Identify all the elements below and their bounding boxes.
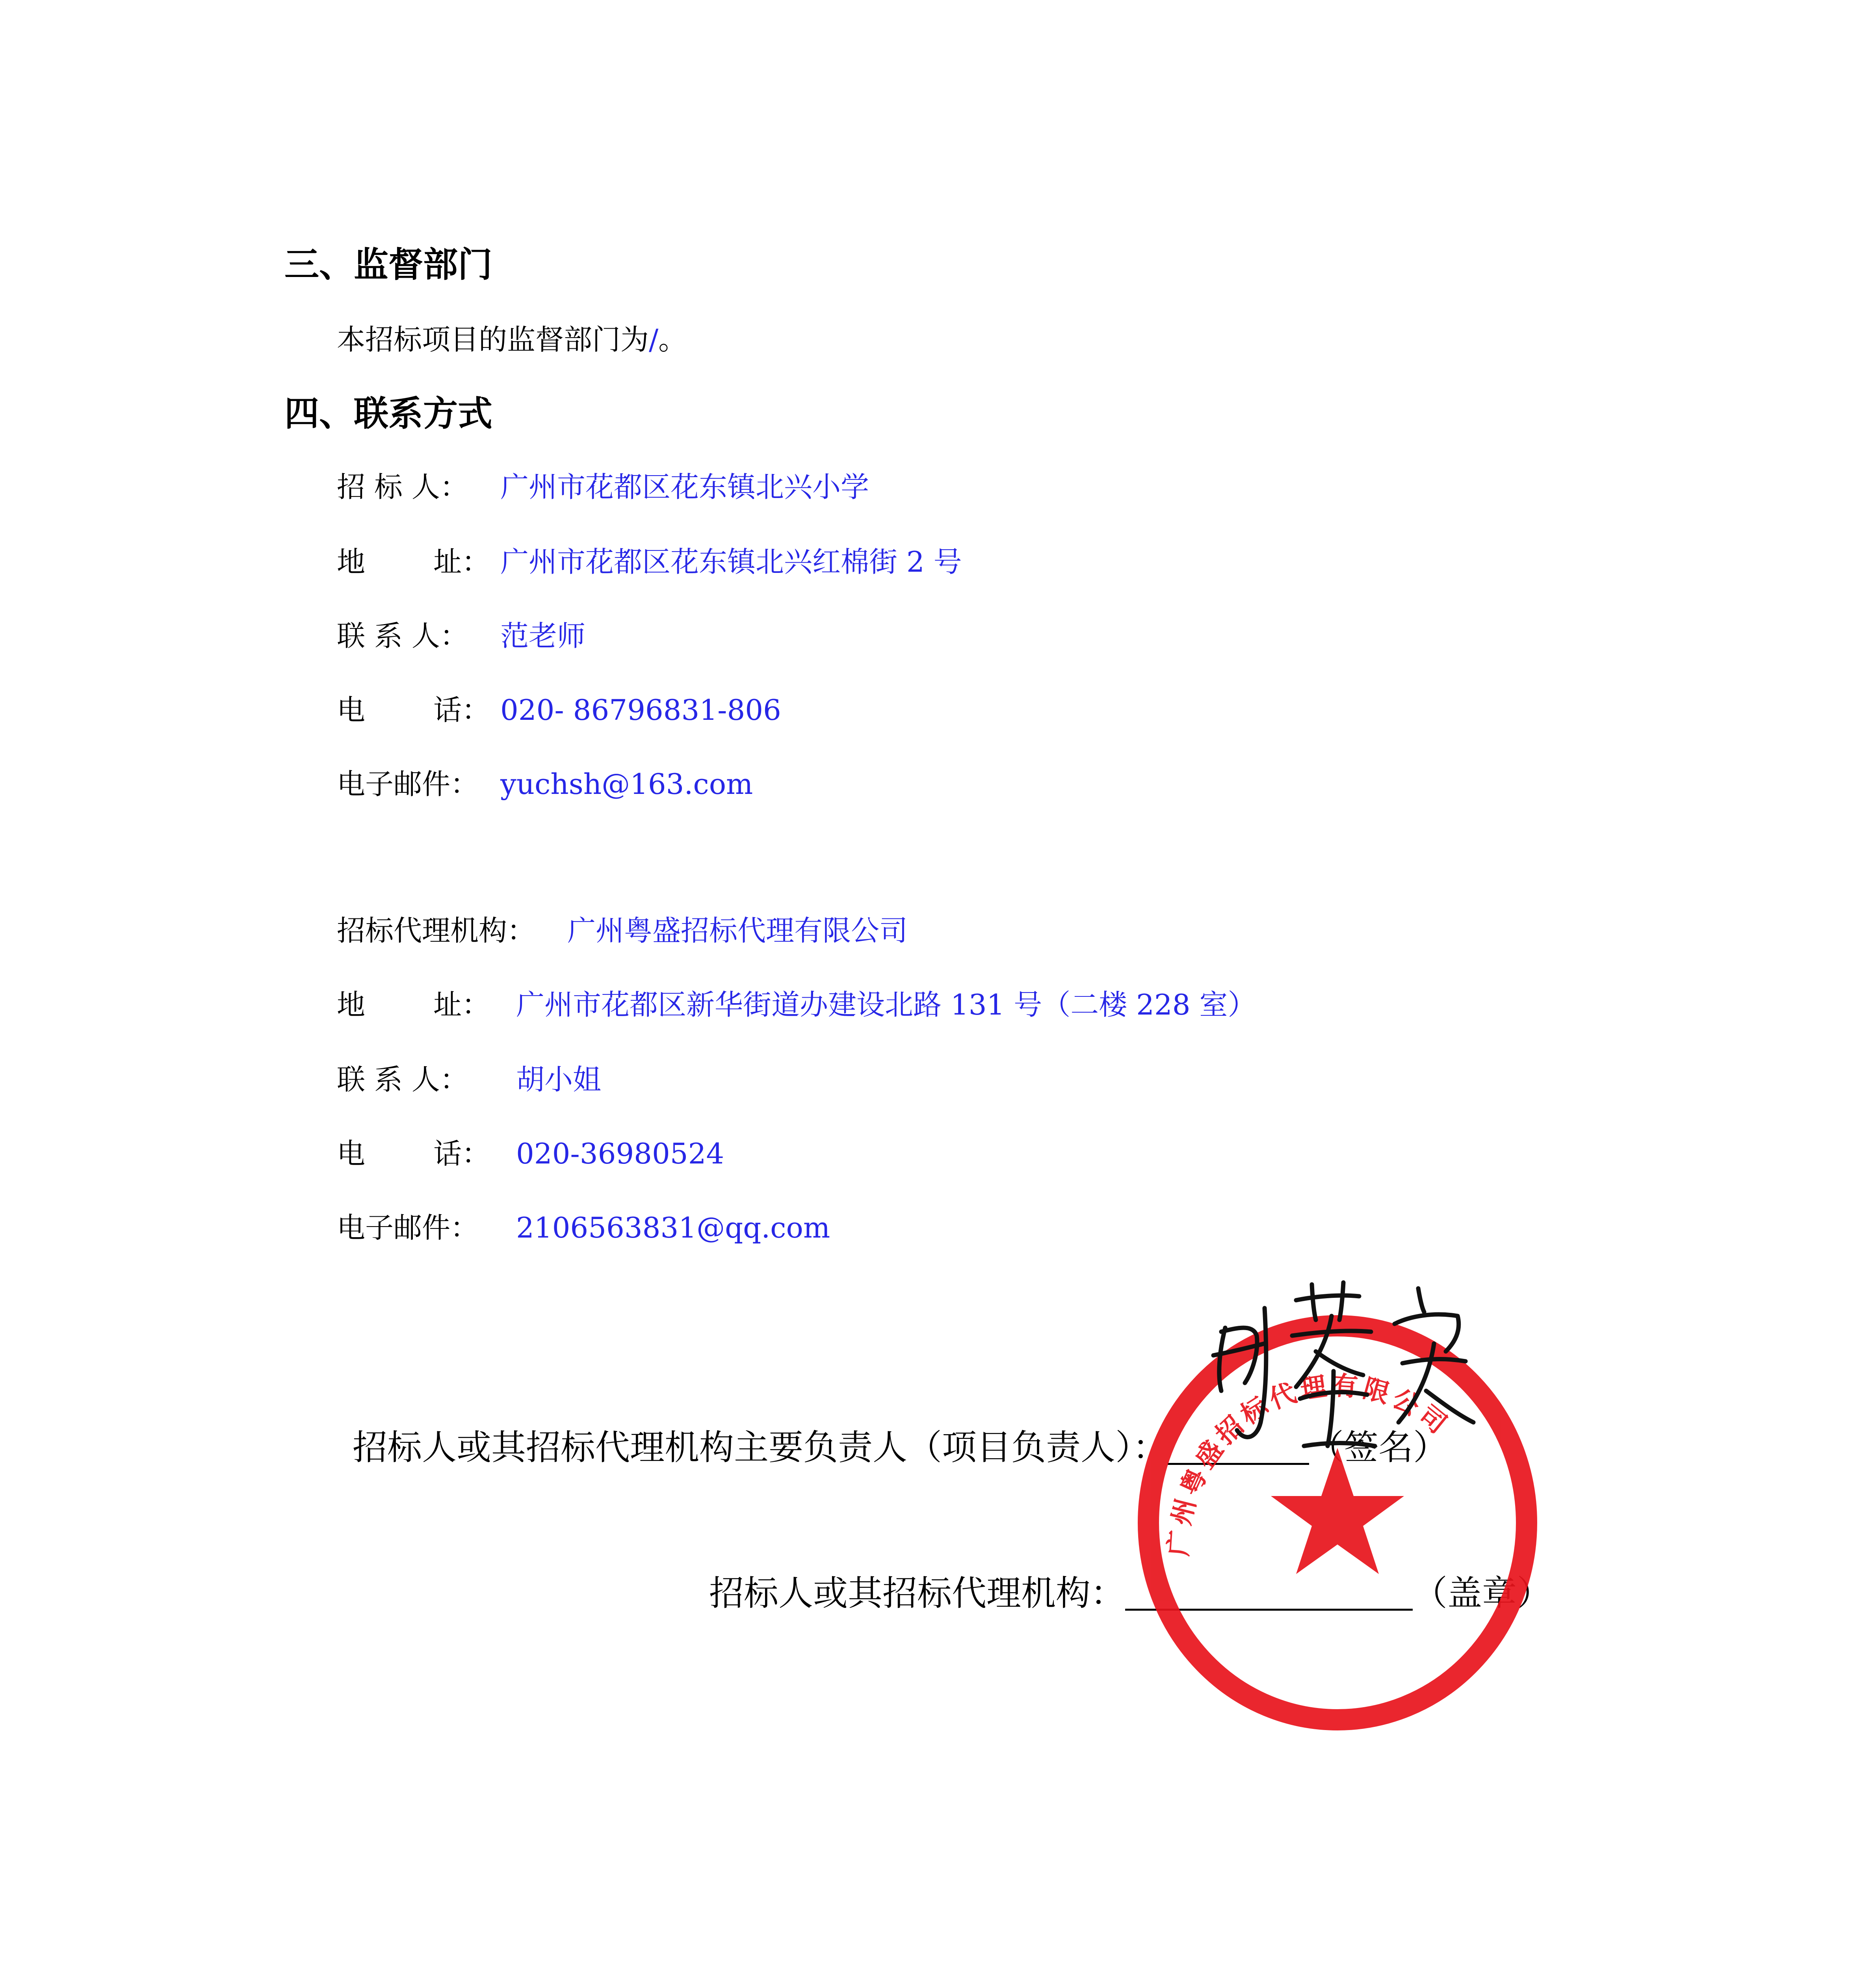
tenderer-address: 广州市花都区花东镇北兴红棉街 2 号 [500,545,962,578]
tenderer-phone-label-tail: 话： [433,693,490,727]
agency-contact: 胡小姐 [516,1063,602,1096]
tenderer-email-label: 电子邮件： [337,768,479,801]
tenderer-address-label: 地 [337,545,366,578]
tenderer-name: 广州市花都区花东镇北兴小学 [500,470,869,504]
tenderer-contact-label: 联 系 人： [337,619,468,652]
tenderer-phone-label: 电 [337,693,366,727]
agency-address-label-tail: 址： [433,988,490,1021]
agency-name-label: 招标代理机构： [337,914,536,947]
tenderer-address-label-tail: 址： [433,545,490,578]
agency-email[interactable]: 2106563831@qq.com [516,1211,830,1244]
agency-phone-label: 电 [337,1137,366,1170]
tenderer-email[interactable]: yuchsh@163.com [500,768,753,801]
tenderer-name-label: 招 标 人： [337,470,468,504]
signature-line-prefix: 招标人或其招标代理机构主要负责人（项目负责人）： [353,1427,1168,1468]
agency-phone: 020-36980524 [516,1137,724,1170]
seal-ring-text: 广州粤盛招标代理有限公司 [1163,1370,1456,1557]
handwritten-signature [1198,1273,1481,1478]
seal-line-prefix: 招标人或其招标代理机构： [709,1573,1126,1613]
agency-phone-label-tail: 话： [433,1137,490,1170]
section-3-text-value: / [649,323,659,356]
section-3-text [337,325,687,354]
agency-address-label: 地 [337,988,366,1021]
section-3-text-prefix: 本招标项目的监督部门为 [337,323,649,356]
agency-contact-label: 联 系 人： [337,1063,468,1096]
tenderer-phone: 020- 86796831-806 [500,693,781,727]
section-3-heading: 三、监督部门 [284,244,493,285]
section-4-heading: 四、联系方式 [284,393,493,434]
agency-name: 广州粤盛招标代理有限公司 [567,914,908,947]
seal-line-suffix: （盖章） [1413,1573,1552,1613]
agency-email-label: 电子邮件： [337,1211,479,1244]
signature-line-suffix: （签名） [1309,1427,1448,1468]
tenderer-contact: 范老师 [500,619,586,652]
section-3-text-suffix: 。 [658,323,687,356]
agency-address: 广州市花都区新华街道办建设北路 131 号（二楼 228 室） [516,988,1256,1021]
